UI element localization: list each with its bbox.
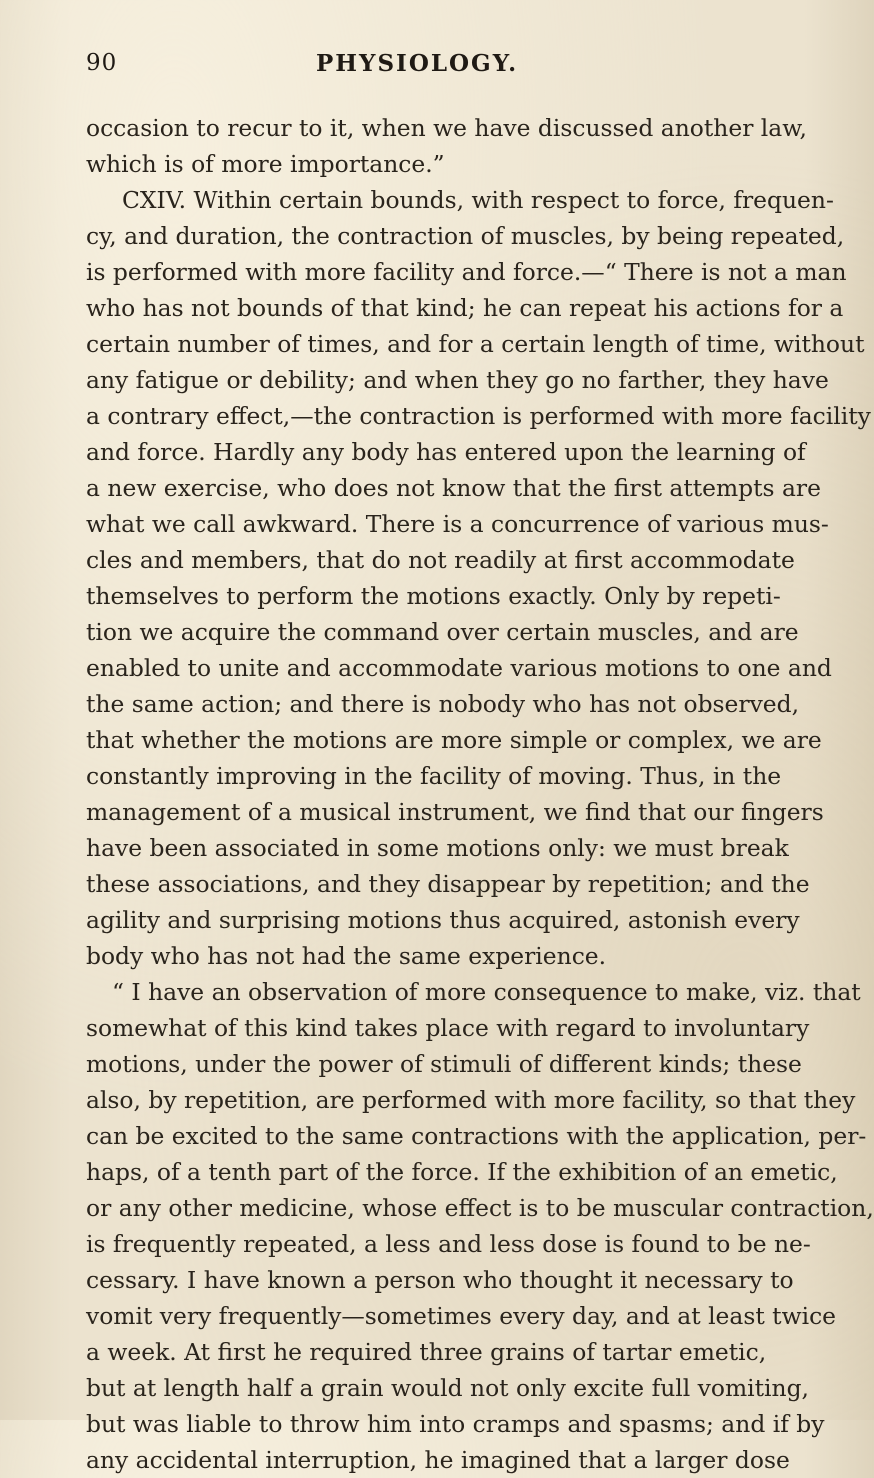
text-line: constantly improving in the facility of moving. Thus, in the — [86, 762, 782, 790]
text-line: have been associated in some motions only: we must break — [86, 834, 789, 862]
text-line: what we call awkward. There is a concurrence of various mus- — [86, 510, 829, 538]
text-line: body who has not had the same experience. — [86, 942, 607, 970]
text-line: themselves to perform the motions exactly. Only by repeti- — [86, 582, 781, 610]
text-line: cy, and duration, the contraction of muscles, by being repeated, — [86, 222, 845, 250]
text-line: haps, of a tenth part of the force. If the exhibition of an emetic, — [86, 1158, 838, 1186]
text-line: any fatigue or debility; and when they go no farther, they have — [86, 366, 829, 394]
text-line: the same action; and there is nobody who has not observed, — [86, 690, 800, 718]
text-line: but was liable to throw him into cramps and spasms; and if by — [86, 1410, 825, 1438]
text-line: and force. Hardly any body has entered upon the learning of — [86, 438, 806, 466]
paragraph-start-line: CXIV. Within certain bounds, with respect to force, frequen- — [122, 186, 834, 214]
paragraph-start-line: “ I have an observation of more consequence to make, viz. that — [112, 978, 861, 1006]
text-line: motions, under the power of stimuli of different kinds; these — [86, 1050, 802, 1078]
text-line: is performed with more facility and force.—“ There is not a man — [86, 258, 847, 286]
text-line: somewhat of this kind takes place with regard to involuntary — [86, 1014, 810, 1042]
text-line: a new exercise, who does not know that the first attempts are — [86, 474, 821, 502]
text-line: vomit very frequently—sometimes every day, and at least twice — [86, 1302, 837, 1330]
page-number: 90 — [86, 50, 118, 76]
text-line: these associations, and they disappear by repetition; and the — [86, 870, 810, 898]
text-line: cessary. I have known a person who thought it necessary to — [86, 1266, 794, 1294]
text-line: any accidental interruption, he imagined that a larger dose — [86, 1446, 790, 1474]
text-line: occasion to recur to it, when we have discussed another law, — [86, 114, 807, 142]
text-line: cles and members, that do not readily at first accommodate — [86, 546, 795, 574]
running-head — [86, 50, 726, 84]
running-head-title: PHYSIOLOGY. — [316, 50, 519, 77]
text-line: a week. At first he required three grains of tartar emetic, — [86, 1338, 767, 1366]
text-line: tion we acquire the command over certain muscles, and are — [86, 618, 799, 646]
text-line: which is of more importance.” — [86, 150, 445, 178]
text-line: that whether the motions are more simple or complex, we are — [86, 726, 822, 754]
text-line: who has not bounds of that kind; he can repeat his actions for a — [86, 294, 844, 322]
text-line: but at length half a grain would not only excite full vomiting, — [86, 1374, 809, 1402]
body-text — [86, 110, 874, 1478]
text-line: or any other medicine, whose effect is to be muscular contraction, — [86, 1194, 874, 1222]
text-line: is frequently repeated, a less and less dose is found to be ne- — [86, 1230, 811, 1258]
text-line: also, by repetition, are performed with more facility, so that they — [86, 1086, 856, 1114]
text-line: a contrary effect,—the contraction is performed with more facility — [86, 402, 871, 430]
text-line: agility and surprising motions thus acquired, astonish every — [86, 906, 800, 934]
text-line: can be excited to the same contractions with the application, per- — [86, 1122, 867, 1150]
text-line: management of a musical instrument, we find that our fingers — [86, 798, 824, 826]
text-line: enabled to unite and accommodate various motions to one and — [86, 654, 832, 682]
text-line: certain number of times, and for a certain length of time, without — [86, 330, 865, 358]
